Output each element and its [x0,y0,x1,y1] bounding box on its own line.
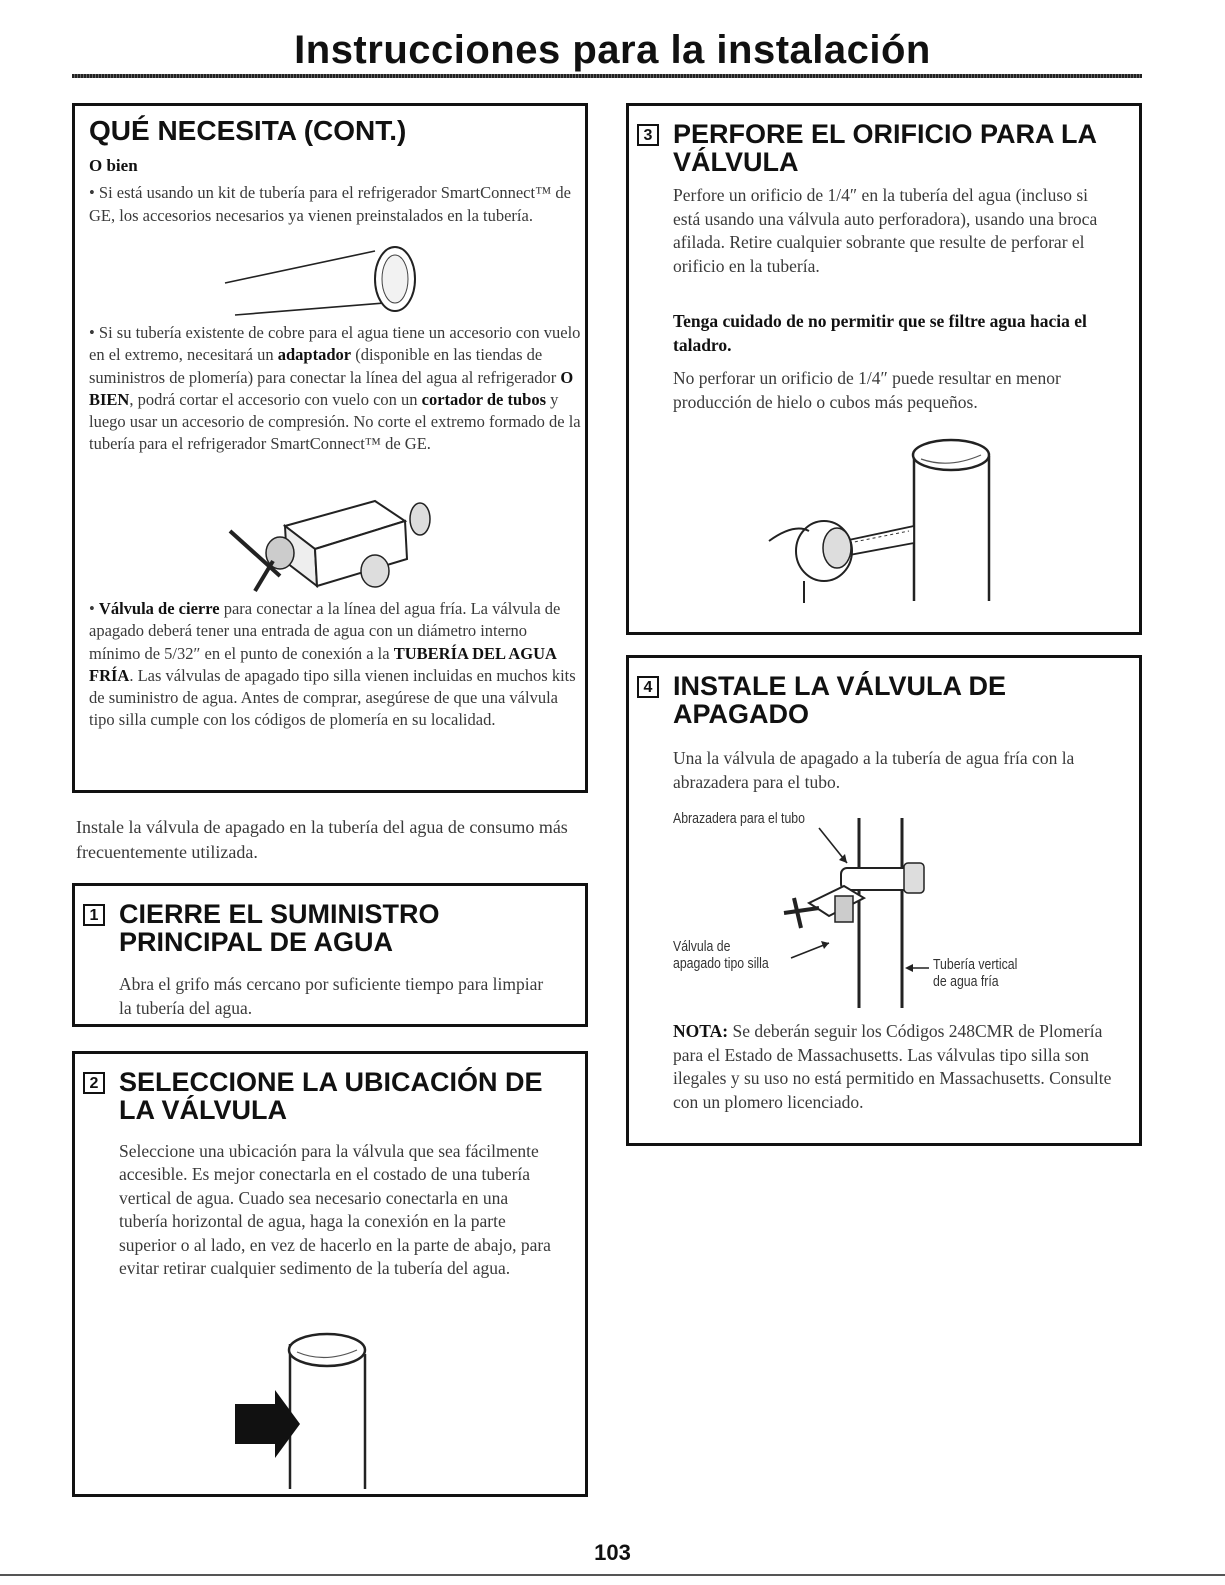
vertical-pipe-arrow-illustration [225,1324,385,1494]
page-number: 103 [594,1540,631,1565]
step-1-title: CIERRE EL SUMINISTRO PRINCIPAL DE AGUA [119,899,440,958]
step-3-box [626,103,1142,635]
step-2-text: Seleccione una ubicación para la válvula que sea fácilmente accesible. Es mejor conectarla en el costado de una tubería vertical de agua. Cuado sea necesario conectarla en una tubería horizontal de agua, haga la conexión en la parte superior o al lado, en vez de hacerlo en la parte de abajo, para evitar retirar cualquier sedimento de la tubería del agua. [119,1141,551,1279]
label-saddle-valve-line1: Válvula de [673,938,731,955]
step-2-box [72,1051,588,1497]
step-3-title: PERFORE EL ORIFICIO PARA LA VÁLVULA [673,119,1097,178]
label-saddle-valve-line2: apagado tipo silla [673,955,769,972]
step-1-text: Abra el grifo más cercano por suficiente tiempo para limpiar la tubería del agua. [119,974,544,1018]
step-3-number: 3 [637,124,659,146]
step-4-nota: NOTA: Se deberán seguir los Códigos 248CMR de Plomería para el Estado de Massachusetts. Las válvulas tipo silla son ilegales y su uso no está permitido en Massachusetts. Consulte con un plomero licenciado. [673,1021,1112,1112]
label-vertical-pipe-line2: de agua fría [933,973,999,990]
page-title: Instrucciones para la instalación [294,28,931,72]
step-4-number: 4 [637,676,659,698]
o-bien-label: O bien [89,156,138,175]
step-2-number: 2 [83,1072,105,1094]
compression-fitting-illustration [225,491,445,601]
tubing-illustration [225,241,465,331]
label-vertical-pipe-line1: Tubería vertical [933,956,1018,973]
drill-pipe-illustration [749,431,1009,626]
step-3-text: Perfore un orificio de 1/4″ en la tubería del agua (incluso si está usando una válvula auto perforadora), usando una broca afilada. Retire cualquier sobrante que resulte de perforar el orificio en la tubería. [673,185,1098,276]
bullet-shutoff-valve: • Válvula de cierre para conectar a la línea del agua fría. La válvula de apagado deberá tener una entrada de agua con un diámetro interno mínimo de 5/32″ en el punto de conexión a la TUBERÍA DEL AGUA FRÍA. Las válvulas de apagado tipo silla vienen incluidas en muchos kits de suministro de agua. Antes de comprar, asegúrese de que una válvula tipo silla cumple con los códigos de plomería en su localidad. [89,599,576,730]
label-pipe-clamp: Abrazadera para el tubo [673,810,805,827]
title-rule [72,74,1142,78]
step-1-number: 1 [83,904,105,926]
step-4-box [626,655,1142,1146]
bullet-smartconnect: • Si está usando un kit de tubería para el refrigerador SmartConnect™ de GE, los accesorios necesarios ya vienen preinstalados en la tubería. [89,183,571,225]
step-3-note: No perforar un orificio de 1/4″ puede resultar en menor producción de hielo o cubos más pequeños. [673,368,1061,412]
step-3-warning: Tenga cuidado de no permitir que se filtre agua hacia el taladro. [673,311,1087,355]
step-1-box [72,883,588,1027]
bullet-adapter: • Si su tubería existente de cobre para el agua tiene un accesorio con vuelo en el extremo, necesitará un adaptador (disponible en las tiendas de suministros de plomería) para conectar la línea del agua al refrigerador O BIEN, podrá cortar el accesorio con vuelo con un cortador de tubos y luego usar un accesorio de compresión. No corte el extremo formado de la tubería para el refrigerador SmartConnect™ de GE. [89,323,581,454]
step-4-title: INSTALE LA VÁLVULA DE APAGADO [673,671,1006,730]
install-note: Instale la válvula de apagado en la tubería del agua de consumo más frecuentemente utilizada. [76,817,568,862]
saddle-valve-illustration [769,808,999,1008]
what-you-need-title: QUÉ NECESITA (CONT.) [89,115,407,146]
step-4-text: Una la válvula de apagado a la tubería de agua fría con la abrazadera para el tubo. [673,748,1075,792]
what-you-need-box [72,103,588,793]
bottom-rule [0,1574,1225,1576]
step-2-title: SELECCIONE LA UBICACIÓN DE LA VÁLVULA [119,1067,543,1126]
